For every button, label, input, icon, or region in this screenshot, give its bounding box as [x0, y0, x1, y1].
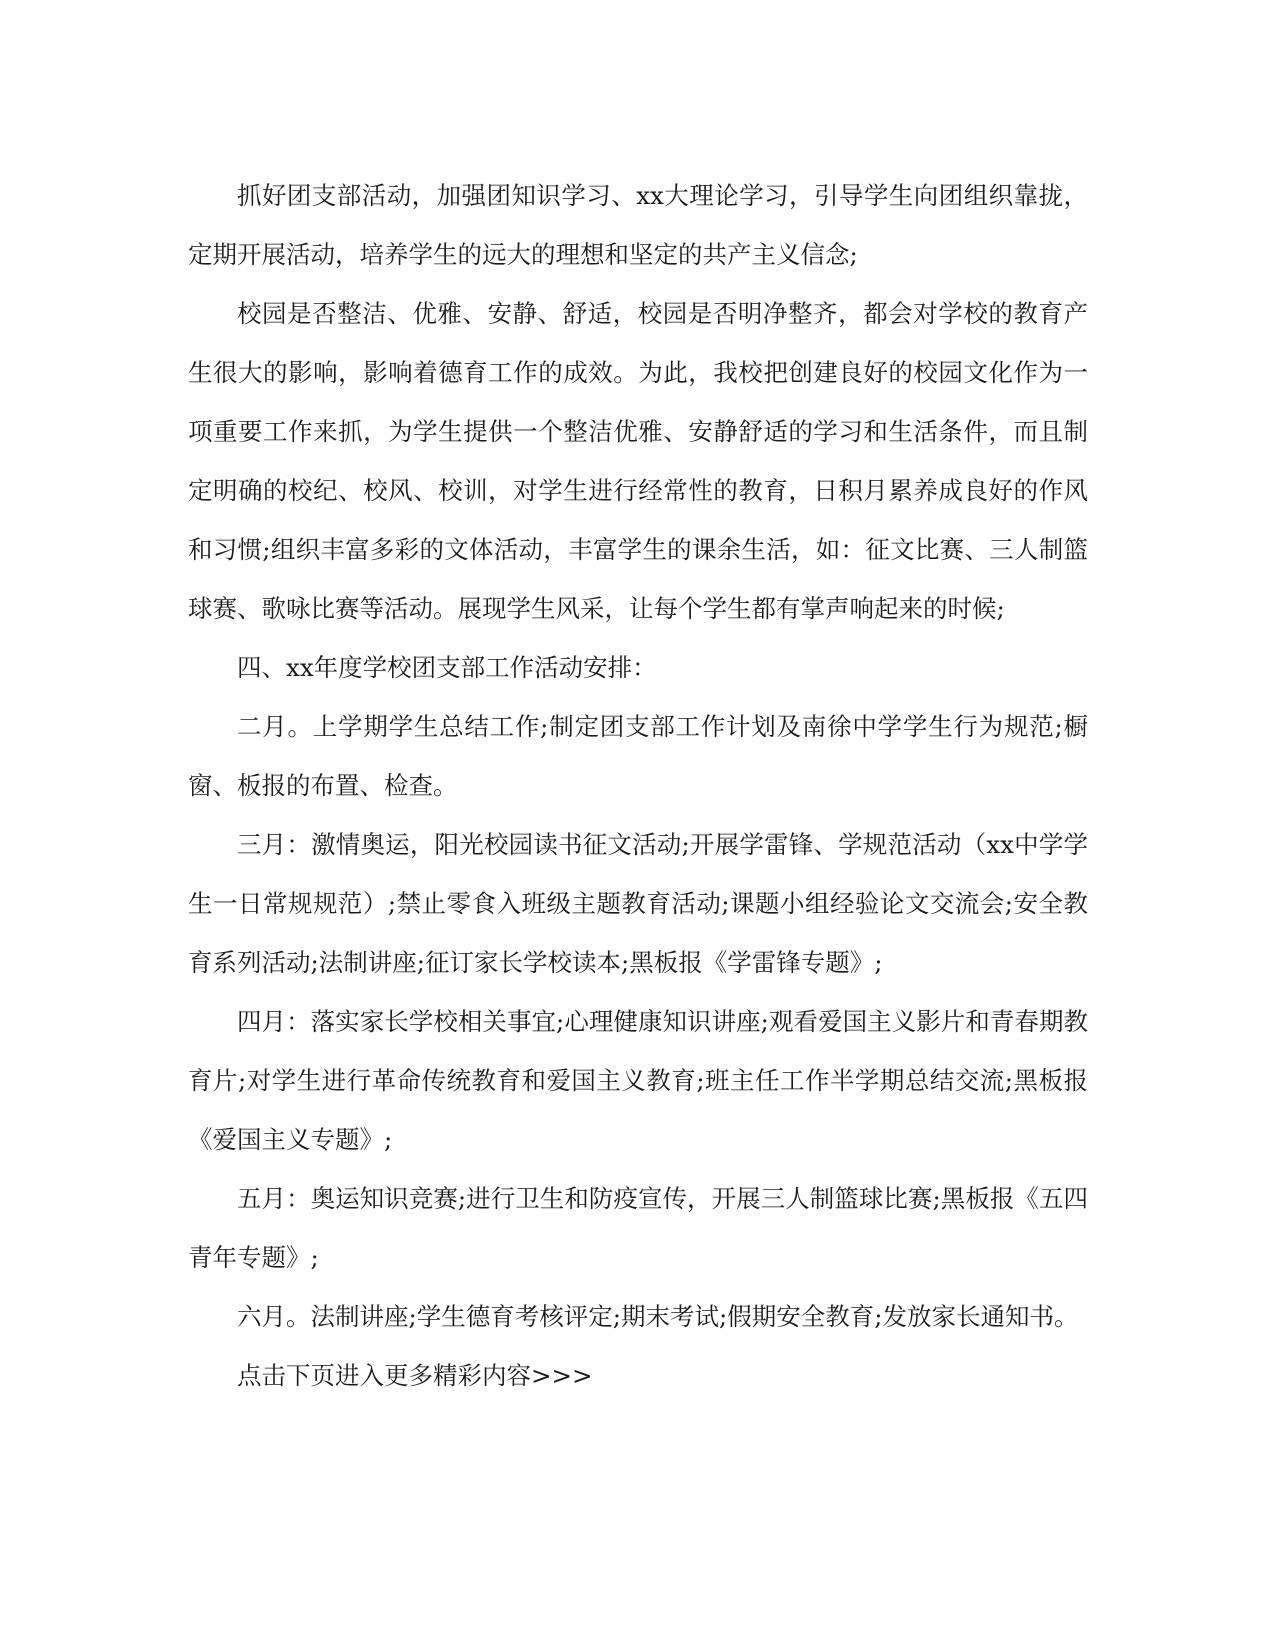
- document-body: [188, 166, 1088, 1405]
- paragraph-june: 六月。法制讲座;学生德育考核评定;期末考试;假期安全教育;发放家长通知书。: [237, 1302, 1079, 1331]
- section-heading-activity-schedule: 四、xx年度学校团支部工作活动安排：: [237, 653, 657, 682]
- paragraph-february: 二月。上学期学生总结工作;制定团支部工作计划及南徐中学学生行为规范;橱窗、板报的布置、检查。: [188, 712, 1088, 800]
- paragraph-march: 三月：激情奥运，阳光校园读书征文活动;开展学雷锋、学规范活动（xx中学学生一日常规规范）;禁止零食入班级主题教育活动;课题小组经验论文交流会;安全教育系列活动;法制讲座;征订家长学校读本;黑板报《学雷锋专题》;: [188, 830, 1088, 977]
- paragraph-april: 四月：落实家长学校相关事宜;心理健康知识讲座;观看爱国主义影片和青春期教育片;对学生进行革命传统教育和爱国主义教育;班主任工作半学期总结交流;黑板报《爱国主义专题》;: [188, 1007, 1088, 1154]
- paragraph-youth-league-activities: 抓好团支部活动，加强团知识学习、xx大理论学习，引导学生向团组织靠拢，定期开展活动，培养学生的远大的理想和坚定的共产主义信念;: [188, 181, 1088, 269]
- next-page-link[interactable]: 点击下页进入更多精彩内容>>>: [237, 1361, 593, 1390]
- paragraph-may: 五月：奥运知识竞赛;进行卫生和防疫宣传，开展三人制篮球比赛;黑板报《五四青年专题》;: [188, 1184, 1088, 1272]
- paragraph-campus-culture: 校园是否整洁、优雅、安静、舒适，校园是否明净整齐，都会对学校的教育产生很大的影响，影响着德育工作的成效。为此，我校把创建良好的校园文化作为一项重要工作来抓，为学生提供一个整洁优雅、安静舒适的学习和生活条件，而且制定明确的校纪、校风、校训，对学生进行经常性的教育，日积月累养成良好的作风和习惯;组织丰富多彩的文体活动，丰富学生的课余生活，如：征文比赛、三人制篮球赛、歌咏比赛等活动。展现学生风采，让每个学生都有掌声响起来的时候;: [188, 299, 1088, 623]
